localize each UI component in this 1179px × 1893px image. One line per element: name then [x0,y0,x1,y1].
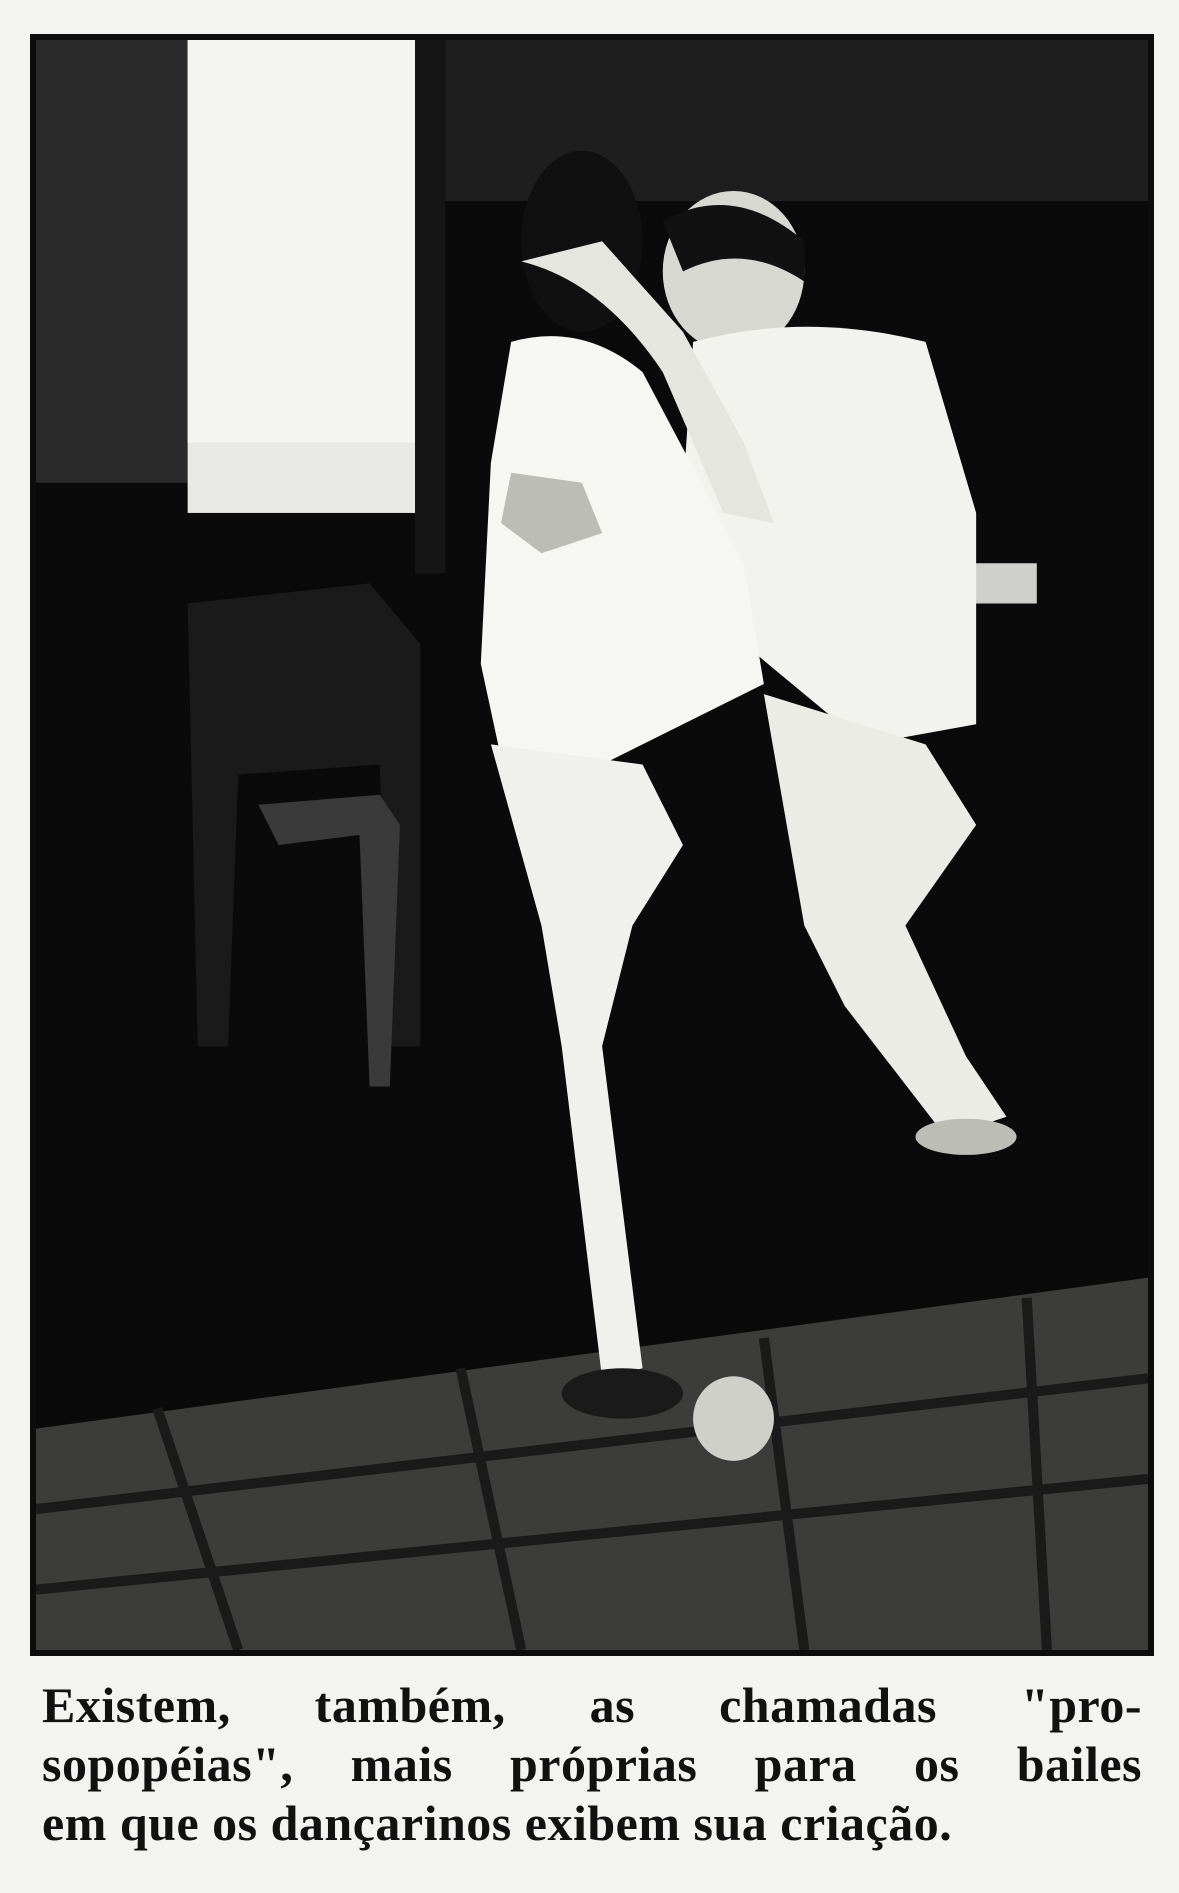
photo-caption [42,1676,1142,1853]
caption-line: Existem, também, as chamadas "pro- [42,1677,1142,1733]
caption-line: em que os dançarinos exibem sua criação. [42,1795,953,1851]
caption-line: sopopéias", mais próprias para os bailes [42,1736,1142,1792]
dancers-photo [36,40,1148,1650]
photograph [30,34,1154,1656]
